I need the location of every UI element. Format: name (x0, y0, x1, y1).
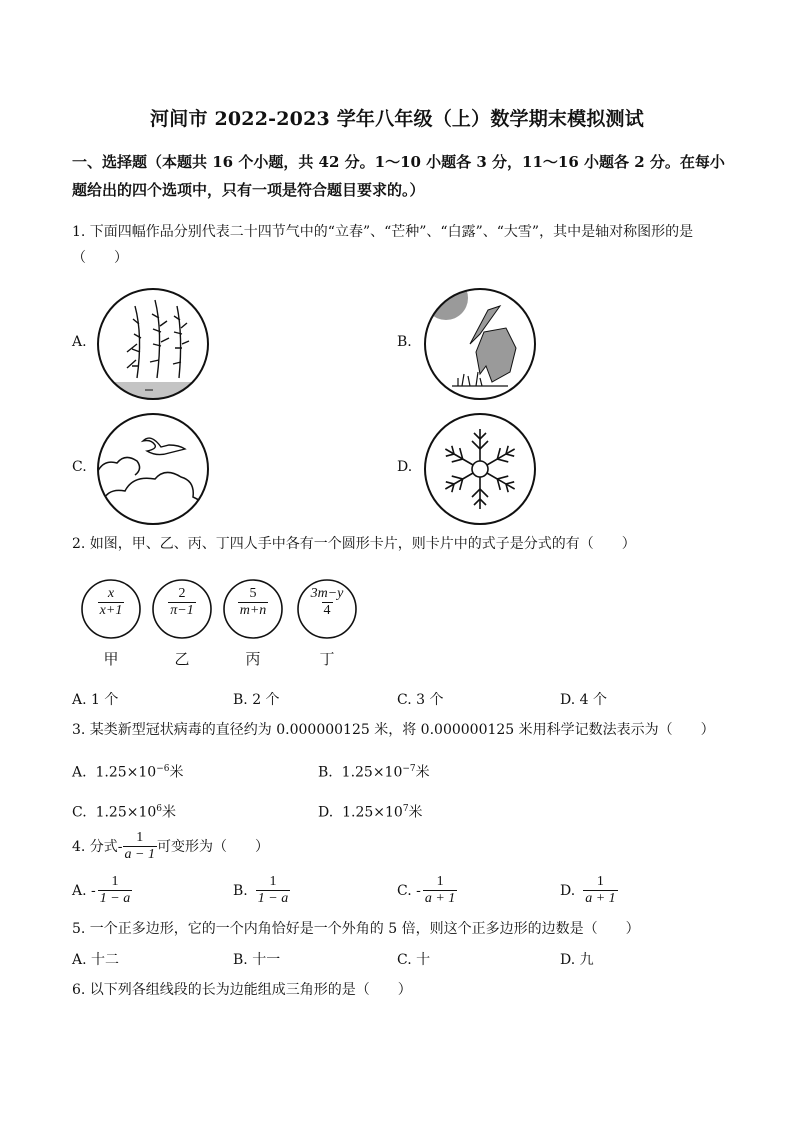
section-line-2: 题给出的四个选项中，只有一项是符合题目要求的。） (72, 181, 425, 199)
card-numerator: x (107, 586, 115, 601)
option-fraction (583, 874, 617, 907)
q2-option-c[interactable]: C. 3 个 (397, 692, 444, 708)
option-numerator: 1 (111, 874, 119, 889)
card-denominator: 4 (323, 603, 331, 618)
question-1-paren: （ ） (72, 250, 128, 266)
question-3-stem: 3. 某类新型冠状病毒的直径约为 0.000000125 米，将 0.000000125 米用科学记数法表示为（ ） (72, 722, 715, 738)
option-unit: 米 (408, 804, 423, 821)
q5-option-d[interactable]: D. 九 (560, 952, 594, 968)
q3-option-d[interactable] (318, 798, 423, 824)
option-label: B. (233, 882, 248, 899)
option-denominator: a + 1 (424, 891, 456, 906)
q4-fraction (123, 830, 157, 863)
q3-option-b[interactable] (318, 758, 430, 784)
option-denominator: 1 − a (99, 891, 131, 906)
question-5-stem: 5. 一个正多边形，它的一个内角恰好是一个外角的 5 倍，则这个正多边形的边数是（ ） (72, 921, 640, 937)
card-denominator-text: x+1 (99, 603, 123, 618)
card-numerator: 5 (249, 586, 257, 601)
option-label: A. (72, 764, 87, 781)
q4-option-c[interactable] (397, 874, 457, 907)
willow-circle-image (95, 286, 211, 402)
snowflake-circle-image (422, 411, 538, 527)
option-base: 1.25×10 (95, 764, 157, 781)
option-label: D. (560, 882, 576, 899)
section-line-1: 一、选择题（本题共 16 个小题，共 42 分。1～10 小题各 3 分，11～16 小题各 2 分。在每小 (72, 153, 725, 171)
option-base: 1.25×10 (95, 804, 157, 821)
option-label: D. (318, 804, 334, 821)
option-fraction (423, 874, 457, 907)
q4-option-a[interactable] (72, 874, 132, 907)
option-denominator: 1 − a (257, 891, 289, 906)
option-fraction (98, 874, 132, 907)
q1-option-c-label: C. (72, 459, 87, 475)
option-unit: 米 (162, 804, 177, 821)
q4-prefix: 4. 分式- (72, 838, 123, 855)
section-heading (72, 148, 732, 204)
card-owner-label: 丙 (245, 650, 261, 668)
option-numerator: 1 (436, 874, 444, 889)
q4-numerator: 1 (136, 830, 144, 845)
bird-clouds-circle-image (95, 411, 211, 527)
option-base: 1.25×10 (341, 764, 403, 781)
card-fraction (238, 586, 269, 619)
card-owner-label: 乙 (174, 650, 190, 668)
question-6-stem: 6. 以下列各组线段的长为边能组成三角形的是（ ） (72, 982, 412, 998)
option-label: B. (318, 764, 333, 781)
card-denominator (98, 602, 125, 619)
card-owner-label: 甲 (103, 650, 119, 668)
option-numerator: 1 (269, 874, 277, 889)
card-fraction (98, 586, 125, 619)
q2-option-d[interactable]: D. 4 个 (560, 692, 607, 708)
q2-option-b[interactable]: B. 2 个 (233, 692, 280, 708)
card-denominator: π−1 (170, 603, 194, 618)
option-base: 1.25×10 (342, 804, 403, 821)
landscape-circle-image (422, 286, 538, 402)
option-fraction (256, 874, 290, 907)
q4-option-b[interactable] (233, 874, 290, 907)
card-numerator: 2 (178, 586, 186, 601)
option-label: C. - (397, 882, 421, 899)
option-unit: 米 (415, 764, 430, 781)
option-label: A. - (72, 882, 96, 899)
card-fraction (168, 586, 195, 619)
question-1-stem: 1. 下面四幅作品分别代表二十四节气中的“立春”、“芒种”、“白露”、“大雪”，其中是轴对称图形的是 (72, 224, 694, 240)
option-exponent: 6 (156, 804, 163, 814)
question-1 (72, 221, 732, 269)
q4-option-d[interactable] (560, 874, 618, 907)
q5-option-c[interactable]: C. 十 (397, 952, 431, 968)
q4-suffix: 可变形为（ ） (157, 838, 269, 855)
option-unit: 米 (169, 764, 184, 781)
card-owner-label: 丁 (319, 650, 335, 668)
card-numerator: 3m−y (310, 586, 344, 601)
page-title: 河间市 2022-2023 学年八年级（上）数学期末模拟测试 (150, 108, 644, 130)
card-denominator: m+n (239, 603, 267, 618)
option-exponent: −6 (156, 764, 170, 774)
question-2-stem: 2. 如图，甲、乙、丙、丁四人手中各有一个圆形卡片，则卡片中的式子是分式的有（ ） (72, 536, 636, 552)
option-exponent: 7 (402, 804, 409, 814)
option-label: C. (72, 804, 87, 821)
card-fraction (309, 586, 346, 619)
q3-option-c[interactable] (72, 798, 176, 824)
option-exponent: −7 (402, 764, 416, 774)
q3-option-a[interactable] (72, 758, 183, 784)
q4-denominator: a − 1 (124, 847, 155, 862)
q1-option-a-label: A. (72, 334, 87, 350)
q1-option-b-label: B. (397, 334, 412, 350)
q5-option-a[interactable]: A. 十二 (72, 952, 120, 968)
q5-option-b[interactable]: B. 十一 (233, 952, 281, 968)
option-denominator: a + 1 (585, 891, 616, 906)
q2-option-a[interactable]: A. 1 个 (72, 692, 119, 708)
q1-option-d-label: D. (397, 459, 413, 475)
question-4-stem (72, 830, 732, 863)
option-numerator: 1 (596, 874, 604, 889)
